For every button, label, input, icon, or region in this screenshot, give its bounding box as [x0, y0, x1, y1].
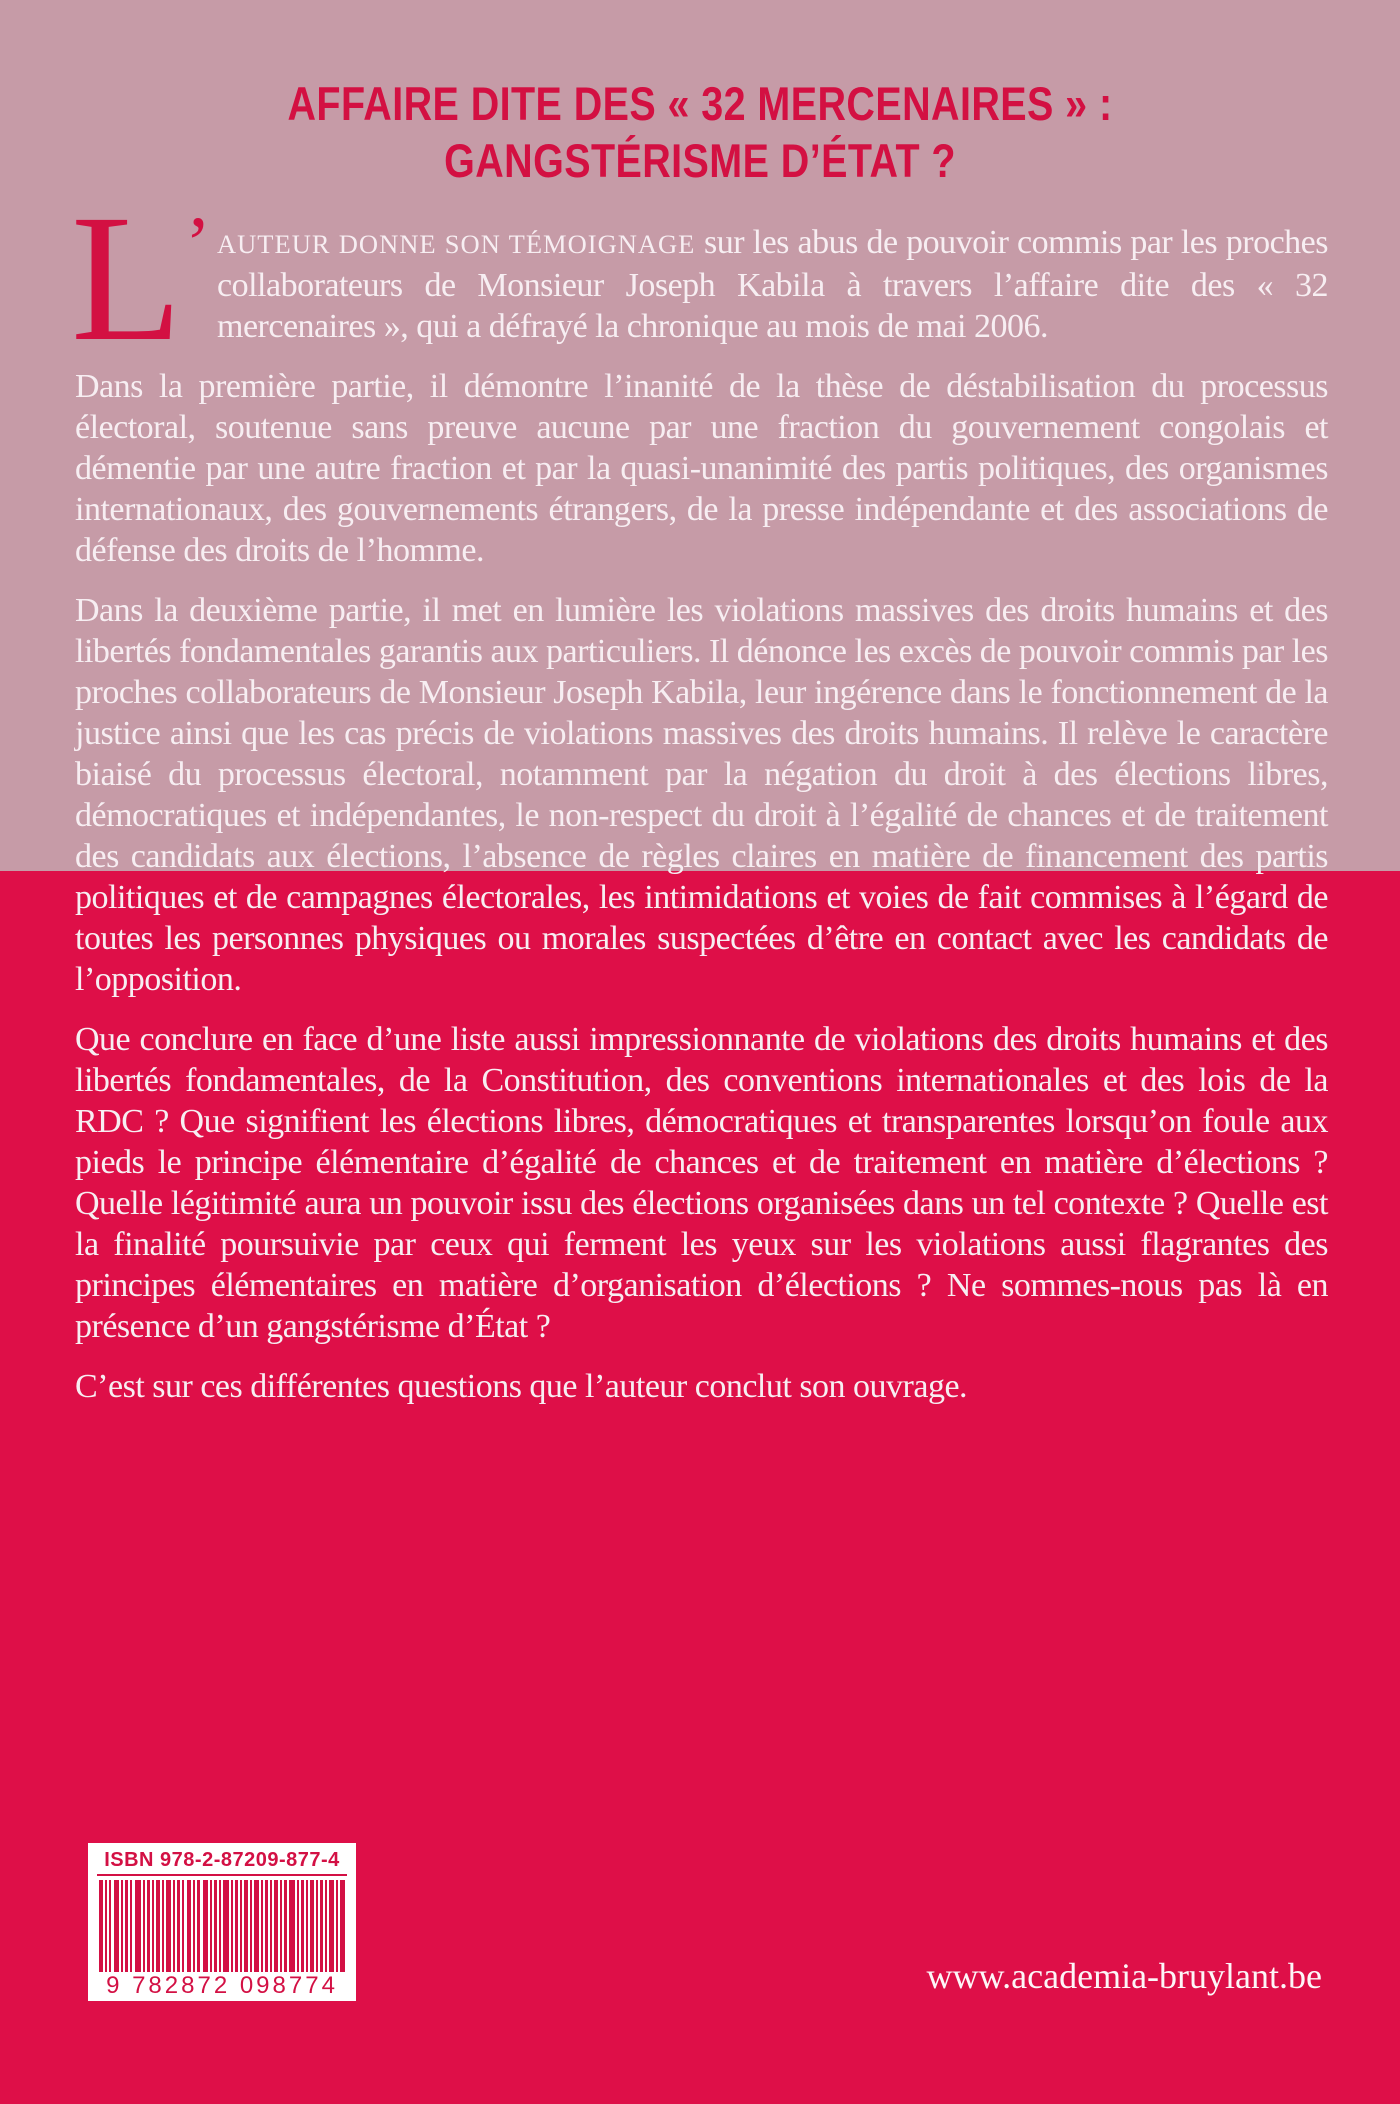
cover-title-line2: GANGSTÉRISME D’ÉTAT ? [444, 134, 956, 188]
barcode-bars [99, 1880, 345, 1972]
cover-title-line1: AFFAIRE DITE DES « 32 MERCENAIRES » : [287, 77, 1113, 131]
isbn-label: ISBN 978-2-87209-877-4 [97, 1848, 347, 1876]
paragraph-intro [71, 178, 1328, 379]
barcode-bars-svg [99, 1880, 345, 1972]
intro-smallcaps: AUTEUR DONNE SON TÉMOIGNAGE [217, 229, 696, 259]
paragraph-second-part: Dans la deuxième partie, il met en lumière les violations massives des droits humains et des libertés fondamentales garantis aux particuliers. Il dénonce les excès de pouvoir commis par les proches collaborateurs de Monsieur Joseph Kabila, leur ingérence dans le fonctionnement de la justice ainsi que les cas précis de violations massives des droits humains. Il relève le caractère biaisé du processus électoral, notamment par la négation du droit à des élections libres, démocratiques et indépendantes, le non-respect du droit à l’égalité de chances et de traitement des candidats aux élections, l’absence de règles claires en matière de financement des partis politiques et de campagnes électorales, les intimidations et voies de fait commises à l’égard de toutes les personnes physiques ou morales suspectées d’être en contact avec les candidats de l’opposition. [75, 592, 1328, 998]
back-cover-text [71, 178, 1328, 1426]
isbn-digits: 9 782872 098774 [106, 1972, 338, 1999]
isbn-barcode-block [88, 1843, 356, 2001]
dropcap-l: L [71, 178, 183, 379]
paragraph-first-part: Dans la première partie, il démontre l’inanité de la thèse de déstabilisation du processus électoral, soutenue sans preuve aucune par une fraction du gouvernement congolais et démentie par une autre fraction et par la quasi-unanimité des partis politiques, des organismes internationaux, des gouvernements étrangers, de la presse indépendante et des associations de défense des droits de l’homme. [75, 368, 1328, 569]
publisher-website: www.academia-bruylant.be [926, 1956, 1322, 1996]
dropcap-letter [71, 178, 211, 379]
paragraph-closing-line: C’est sur ces différentes questions que l’auteur conclut son ouvrage. [75, 1368, 968, 1405]
paragraph-conclusion-questions: Que conclure en face d’une liste aussi impressionnante de violations des droits humains et des libertés fondamentales, de la Constitution, des conventions internationales et des lois de la RDC ? Que signifient les élections libres, démocratiques et transparentes lorsqu’on foule aux pieds le principe élémentaire d’égalité de chances et de traitement en matière d’élections ? Quelle légitimité aura un pouvoir issu des élections organisées dans un tel contexte ? Quelle est la finalité poursuivie par ceux qui ferment les yeux sur les violations aussi flagrantes des principes élémentaires en matière d’organisation d’élections ? Ne sommes-nous pas là en présence d’un gangstérisme d’État ? [75, 1021, 1328, 1345]
dropcap-apostrophe: ’ [185, 201, 211, 286]
cover-title [0, 75, 1400, 189]
intro-text: sur les abus de pouvoir commis par les proches collaborateurs de Monsieur Joseph Kabila à travers l’affaire dite des « 32 mercenaires », qui a défrayé la chronique au mois de mai 2006. [217, 224, 1328, 345]
